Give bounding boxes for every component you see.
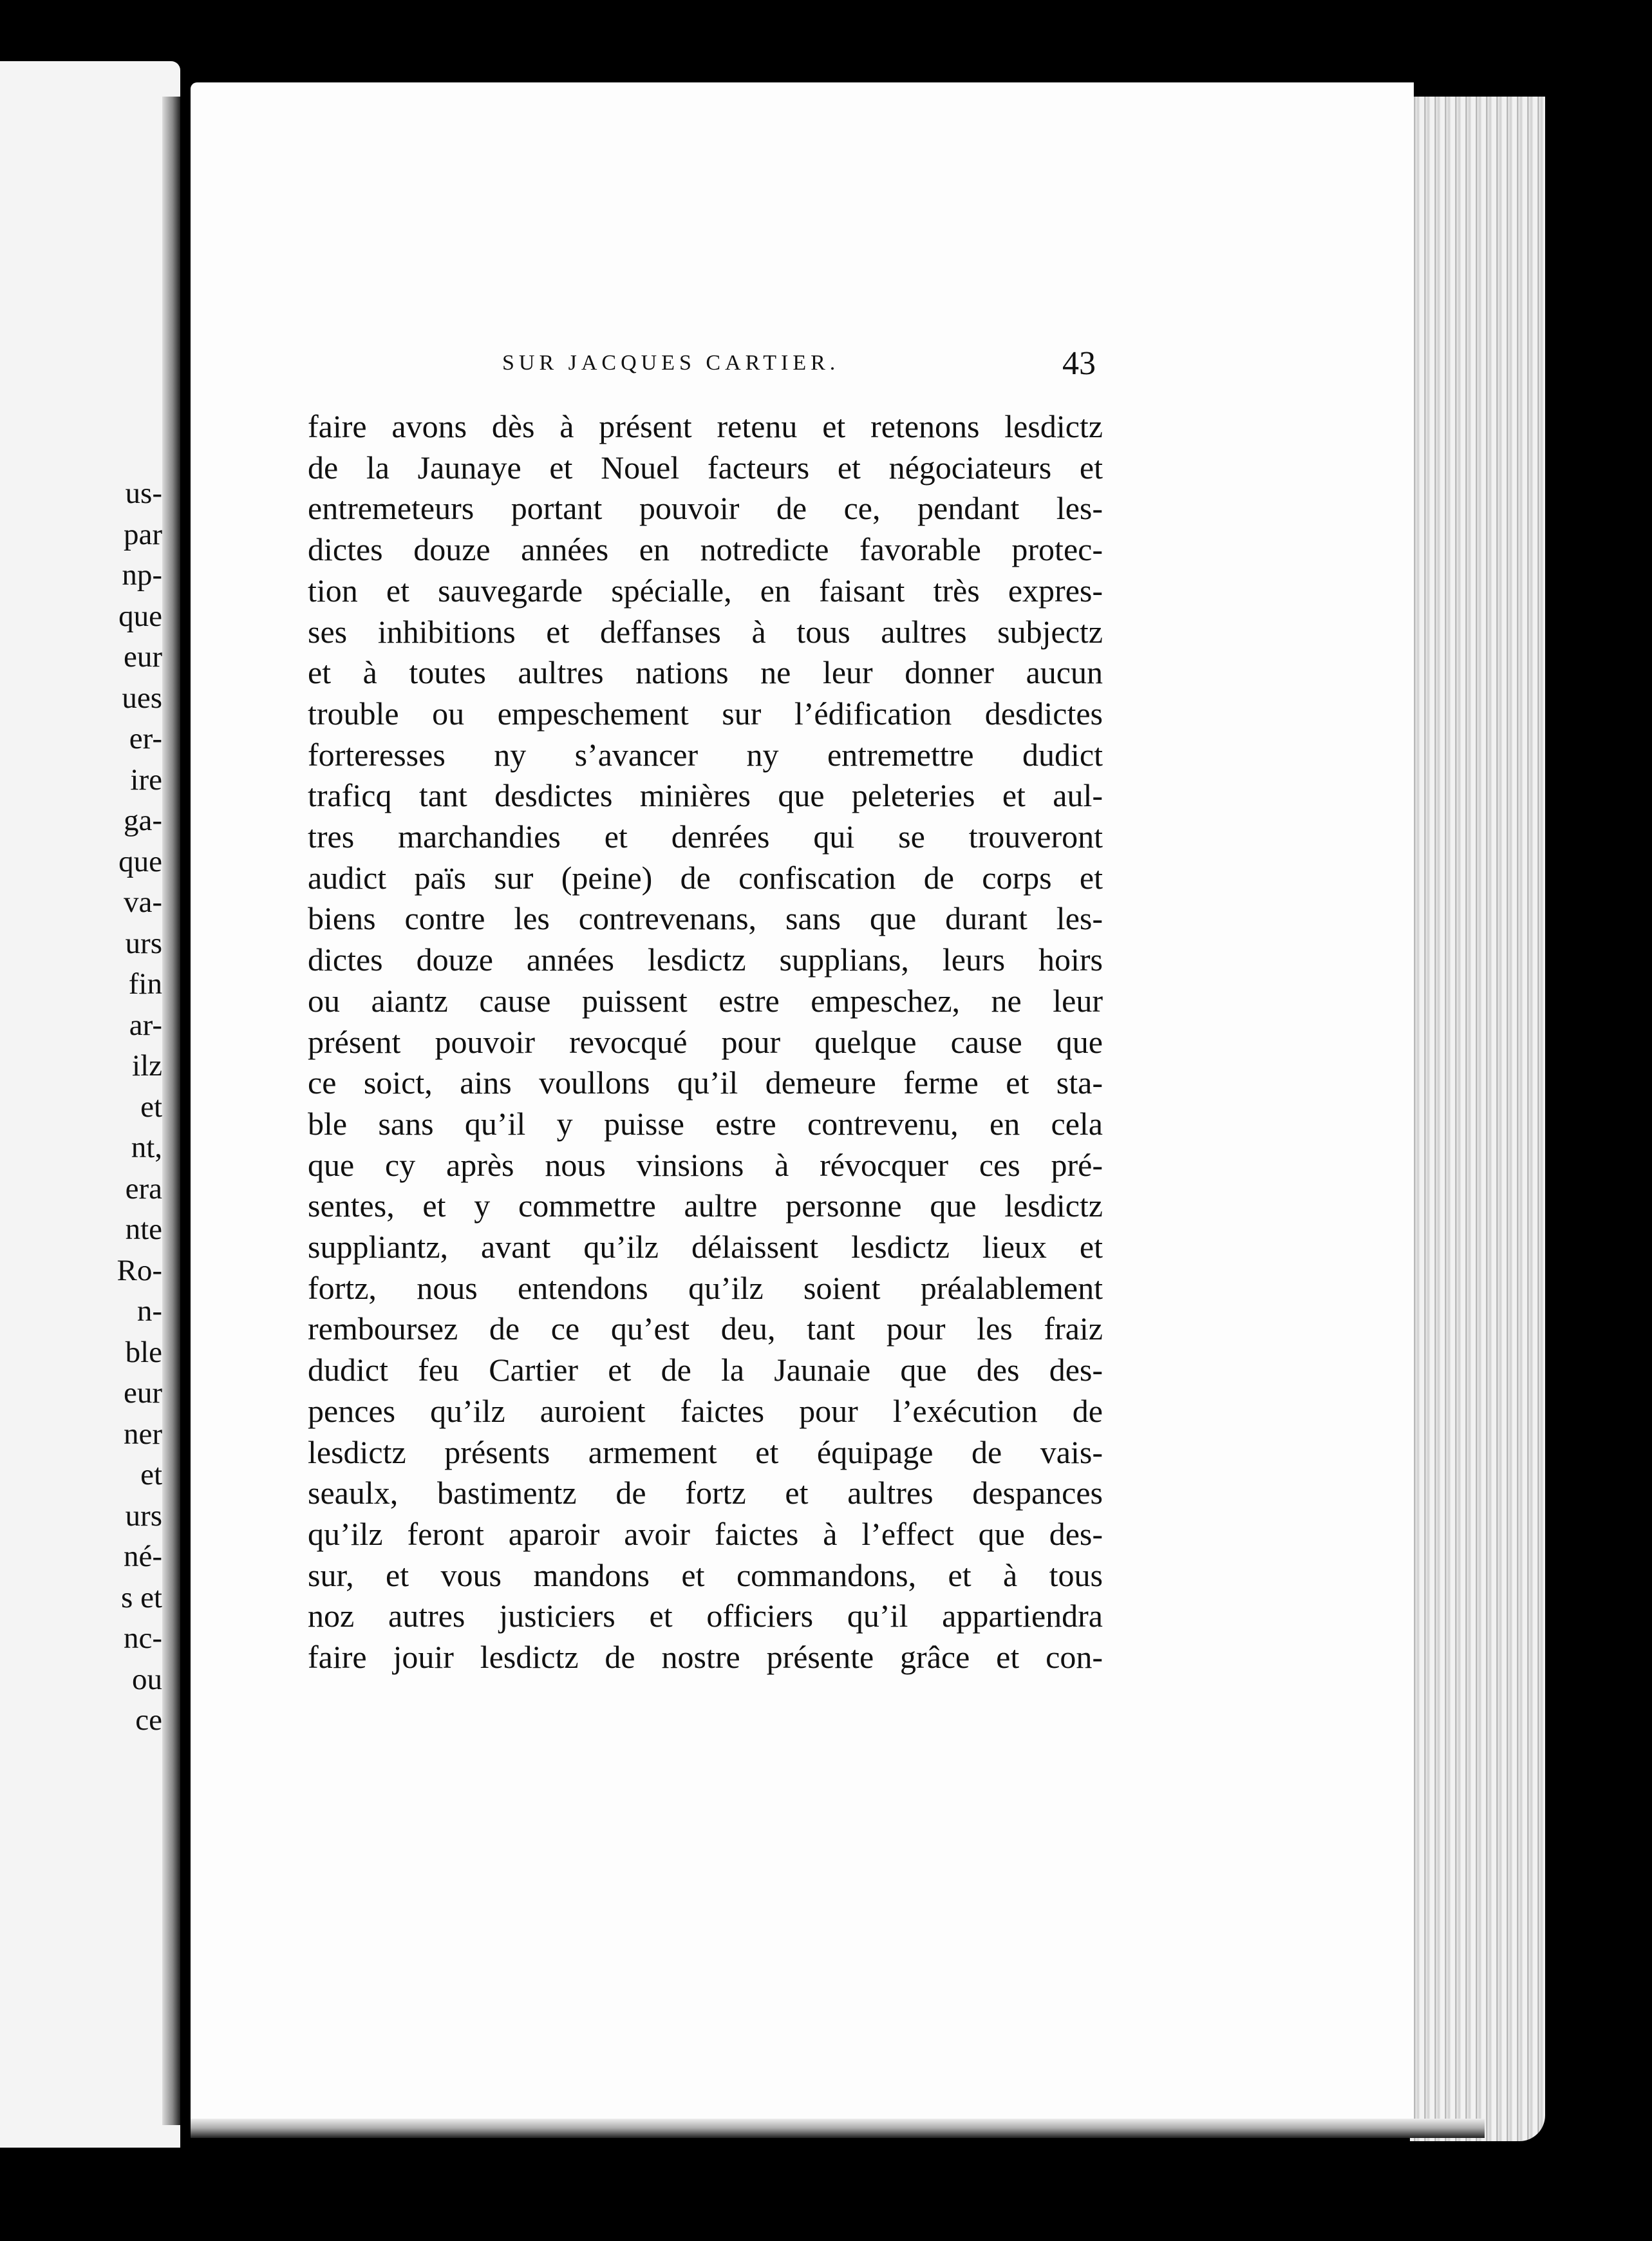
text-line: ou aiantz cause puissent estre empeschez, ne leur: [308, 982, 1103, 1019]
left-line: s et: [121, 1580, 162, 1614]
page-block-fore-edge: [1410, 97, 1545, 2141]
left-line: né-: [123, 1540, 162, 1573]
left-line: ues: [122, 681, 162, 715]
text-line: entremeteurs portant pouvoir de ce, pendant les-: [308, 490, 1103, 527]
text-line: biens contre les contrevenans, sans que durant les-: [308, 900, 1103, 937]
text-line: pences qu’ilz auroient faictes pour l’exécution de: [308, 1392, 1103, 1429]
left-line: nc-: [123, 1622, 162, 1655]
text-line: tres marchandies et denrées qui se trouveront: [308, 818, 1103, 855]
left-line: nt,: [131, 1131, 162, 1164]
text-line: sentes, et y commettre aultre personne que lesdictz: [308, 1187, 1103, 1224]
text-line: forteresses ny s’avancer ny entremettre dudict: [308, 736, 1103, 773]
text-line: dictes douze années lesdictz supplians, leurs hoirs: [308, 941, 1103, 978]
text-line: et à toutes aultres nations ne leur donner aucun: [308, 654, 1103, 691]
text-line: noz autres justiciers et officiers qu’il appartiendra: [308, 1598, 1103, 1634]
text-line: tion et sauvegarde spécialle, en faisant très expres-: [308, 572, 1103, 609]
left-line: ce: [135, 1703, 162, 1737]
left-line: era: [125, 1171, 162, 1206]
text-line: suppliantz, avant qu’ilz délaissent lesdictz lieux et: [308, 1229, 1103, 1265]
text-line: seaulx, bastimentz de fortz et aultres despances: [308, 1475, 1103, 1511]
text-line: traficq tant desdictes minières que peleteries et aul-: [308, 777, 1103, 814]
text-line: sur, et vous mandons et commandons, et à tous: [308, 1556, 1103, 1593]
left-line: ilz: [132, 1049, 162, 1083]
text-line: ble sans qu’il y puisse estre contrevenu, en cela: [308, 1105, 1103, 1142]
page-number: 43: [1062, 345, 1096, 382]
left-line: ble: [125, 1335, 162, 1369]
left-line: urs: [125, 926, 162, 960]
text-line: faire jouir lesdictz de nostre présente grâce et con-: [308, 1639, 1103, 1676]
text-line: de la Jaunaye et Nouel facteurs et négociateurs et: [308, 449, 1103, 486]
running-head: SUR JACQUES CARTIER.: [502, 351, 840, 375]
left-line: n-: [136, 1294, 162, 1328]
left-page: [0, 61, 180, 2148]
left-line: eur: [123, 1376, 162, 1410]
left-line: va-: [123, 885, 162, 919]
left-line: eur: [123, 640, 162, 674]
left-line: urs: [125, 1499, 162, 1533]
page-bottom-edge: [191, 2119, 1485, 2138]
left-line: ga-: [123, 804, 162, 837]
text-line: faire avons dès à présent retenu et retenons lesdictz: [308, 408, 1103, 444]
left-line: que: [118, 599, 162, 633]
left-line: nte: [125, 1213, 162, 1246]
left-line: ar-: [129, 1008, 162, 1042]
left-line: et: [140, 1090, 162, 1124]
text-line: présent pouvoir revocqué pour quelque cause que: [308, 1023, 1103, 1060]
text-line: ses inhibitions et deffanses à tous aultres subjectz: [308, 613, 1103, 650]
left-line: que: [118, 844, 162, 878]
text-line: que cy après nous vinsions à révocquer ces pré-: [308, 1146, 1103, 1183]
body-text: [308, 406, 1103, 1678]
left-line: et: [140, 1458, 162, 1491]
text-line: fortz, nous entendons qu’ilz soient préalablement: [308, 1269, 1103, 1306]
left-line: fin: [128, 967, 162, 1001]
left-line: Ro-: [117, 1253, 162, 1287]
left-line: er-: [129, 722, 162, 755]
left-line: ner: [123, 1417, 162, 1451]
left-line: ire: [130, 762, 162, 797]
left-line: np-: [122, 558, 162, 592]
left-line: ou: [132, 1662, 162, 1696]
text-line: dictes douze années en notredicte favorable protec-: [308, 531, 1103, 568]
left-page-text: [0, 473, 162, 1741]
text-line: remboursez de ce qu’est deu, tant pour les fraiz: [308, 1310, 1103, 1347]
text-line: dudict feu Cartier et de la Jaunaie que des des-: [308, 1352, 1103, 1388]
left-line: us-: [125, 477, 162, 510]
text-line: audict païs sur (peine) de confiscation de corps et: [308, 859, 1103, 896]
text-line: qu’ilz feront aparoir avoir faictes à l’effect que des-: [308, 1515, 1103, 1552]
left-line: par: [123, 517, 162, 551]
text-line: ce soict, ains voullons qu’il demeure ferme et sta-: [308, 1064, 1103, 1101]
text-line: trouble ou empeschement sur l’édification desdictes: [308, 695, 1103, 732]
text-line: lesdictz présents armement et équipage de vais-: [308, 1433, 1103, 1470]
